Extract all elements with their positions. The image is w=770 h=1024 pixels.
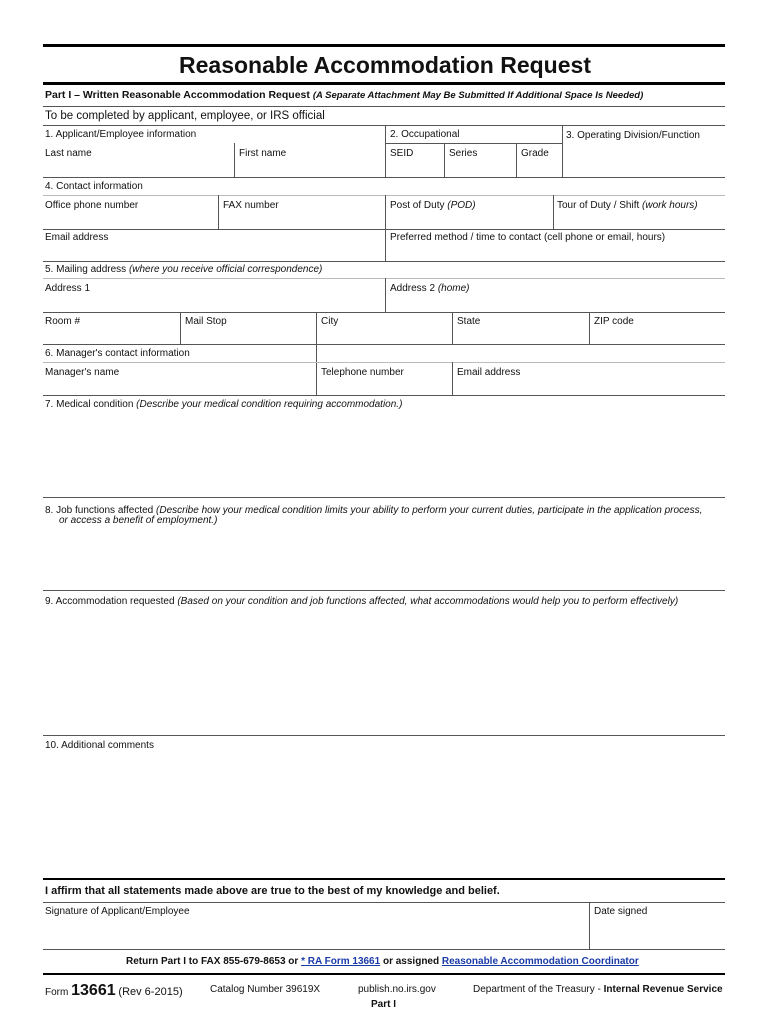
- affirm-rule: [43, 878, 725, 880]
- return-middle: or assigned: [382, 956, 440, 967]
- manager-email-input[interactable]: [456, 379, 726, 395]
- manager-telephone-input[interactable]: [320, 379, 453, 395]
- rule: [43, 278, 725, 279]
- city-input[interactable]: [320, 328, 453, 344]
- seid-label: SEID: [390, 148, 414, 159]
- preferred-method-input[interactable]: [389, 245, 726, 261]
- section2-label: 2. Occupational: [390, 129, 460, 140]
- seid-input[interactable]: [389, 161, 445, 177]
- rule: [43, 735, 725, 736]
- section7-label: [45, 399, 402, 410]
- fax-label: FAX number: [223, 200, 279, 211]
- address2-note: (home): [437, 283, 470, 294]
- manager-name-label: Manager's name: [45, 367, 120, 378]
- rule: [43, 229, 725, 230]
- section5-label-text: 5. Mailing address: [45, 264, 127, 275]
- form-word: Form: [45, 987, 69, 998]
- section9-label-text: 9. Accommodation requested: [45, 596, 175, 607]
- form-rev: (Rev 6-2015): [118, 986, 183, 998]
- rule: [43, 902, 725, 903]
- rule: [43, 395, 725, 396]
- tour-of-duty-note: (work hours): [642, 200, 698, 211]
- section10-label: 10. Additional comments: [45, 740, 154, 751]
- grade-label: Grade: [521, 148, 549, 159]
- signature-input[interactable]: [45, 922, 589, 948]
- section9-note: (Based on your condition and job functions affected, what accommodations would help you to perform effectively): [177, 596, 679, 607]
- rule: [43, 497, 725, 498]
- manager-name-input[interactable]: [45, 379, 317, 395]
- tour-of-duty-text: Tour of Duty / Shift: [557, 200, 640, 211]
- rule: [43, 312, 725, 313]
- department-text: [473, 984, 723, 995]
- rule: [43, 106, 725, 107]
- rule: [43, 362, 725, 363]
- office-phone-input[interactable]: [45, 213, 219, 229]
- to-be-completed-text: To be completed by applicant, employee, or IRS official: [45, 110, 325, 122]
- last-name-label: Last name: [45, 148, 92, 159]
- mail-stop-input[interactable]: [184, 328, 317, 344]
- accommodation-requested-textarea[interactable]: [45, 611, 726, 735]
- rule: [43, 195, 725, 196]
- series-input[interactable]: [448, 161, 517, 177]
- footer-rule: [43, 973, 725, 975]
- form-id: [45, 982, 183, 1000]
- affirmation-text: I affirm that all statements made above are true to the best of my knowledge and belief.: [45, 885, 500, 897]
- catalog-number: Catalog Number 39619X: [210, 984, 321, 995]
- job-functions-textarea[interactable]: [45, 530, 726, 592]
- rule: [43, 261, 725, 262]
- top-rule: [43, 44, 725, 47]
- last-name-input[interactable]: [45, 161, 235, 177]
- date-signed-input[interactable]: [593, 922, 726, 948]
- title-rule: [43, 82, 725, 85]
- room-input[interactable]: [45, 328, 181, 344]
- post-of-duty-text: Post of Duty: [390, 200, 445, 211]
- section8-label-text: 8. Job functions affected: [45, 505, 154, 516]
- manager-telephone-label: Telephone number: [321, 367, 404, 378]
- address1-input[interactable]: [45, 296, 386, 312]
- rule: [43, 949, 725, 950]
- fax-input[interactable]: [222, 213, 386, 229]
- room-label: Room #: [45, 316, 81, 327]
- ra-form-link[interactable]: * RA Form 13661: [301, 956, 381, 967]
- rule: [385, 143, 562, 144]
- section9-label: [45, 596, 678, 607]
- email-input[interactable]: [45, 245, 386, 261]
- address2-label: [390, 283, 470, 294]
- grade-input[interactable]: [520, 161, 564, 177]
- address2-input[interactable]: [389, 296, 726, 312]
- return-instructions: [126, 956, 639, 967]
- section7-label-text: 7. Medical condition: [45, 399, 134, 410]
- post-of-duty-note: (POD): [447, 200, 476, 211]
- tour-of-duty-input[interactable]: [557, 213, 726, 229]
- return-prefix: Return Part I to FAX 855-679-8653 or: [126, 956, 299, 967]
- address1-label: Address 1: [45, 283, 91, 294]
- post-of-duty-label: [390, 200, 476, 211]
- part1-heading-text: Part I – Written Reasonable Accommodation Request: [45, 89, 310, 101]
- email-label: Email address: [45, 232, 109, 243]
- first-name-label: First name: [239, 148, 287, 159]
- address2-text: Address 2: [390, 283, 436, 294]
- series-label: Series: [449, 148, 478, 159]
- first-name-input[interactable]: [238, 161, 386, 177]
- department-prefix: Department of the Treasury -: [473, 984, 601, 995]
- footer-part: Part I: [371, 999, 397, 1010]
- manager-email-label: Email address: [457, 367, 521, 378]
- medical-condition-textarea[interactable]: [45, 414, 726, 498]
- publish-url: publish.no.irs.gov: [358, 984, 436, 995]
- state-input[interactable]: [456, 328, 590, 344]
- rule: [43, 344, 725, 345]
- form-title: Reasonable Accommodation Request: [179, 52, 591, 78]
- office-phone-label: Office phone number: [45, 200, 139, 211]
- section6-label: 6. Manager's contact information: [45, 348, 190, 359]
- form-number: 13661: [71, 982, 116, 999]
- section5-label: [45, 264, 322, 275]
- section3-label: 3. Operating Division/Function: [566, 130, 700, 141]
- zip-label: ZIP code: [594, 316, 634, 327]
- section5-label-note: (where you receive official correspondence): [128, 264, 323, 275]
- operating-division-input[interactable]: [566, 150, 726, 176]
- zip-input[interactable]: [593, 328, 726, 344]
- department-bold: Internal Revenue Service: [603, 984, 723, 995]
- part1-note: (A Separate Attachment May Be Submitted If Additional Space Is Needed): [312, 90, 644, 101]
- part1-heading: [45, 89, 643, 101]
- mail-stop-label: Mail Stop: [185, 316, 227, 327]
- tour-of-duty-label: [557, 200, 698, 211]
- section4-label: 4. Contact information: [45, 181, 143, 192]
- city-label: City: [321, 316, 339, 327]
- rule: [43, 125, 725, 126]
- section1-label: 1. Applicant/Employee information: [45, 129, 197, 140]
- additional-comments-textarea[interactable]: [45, 755, 726, 879]
- date-signed-label: Date signed: [594, 906, 648, 917]
- vrule: [589, 902, 590, 949]
- signature-label: Signature of Applicant/Employee: [45, 906, 190, 917]
- section7-note: (Describe your medical condition requiring accommodation.): [136, 399, 403, 410]
- preferred-method-label: Preferred method / time to contact (cell phone or email, hours): [390, 232, 666, 243]
- section8-note-line1: (Describe how your medical condition limits your ability to perform your current duties, participate in the application process,: [156, 505, 703, 516]
- section8-note-line2: or access a benefit of employment.): [59, 515, 218, 526]
- ra-coordinator-link[interactable]: Reasonable Accommodation Coordinator: [441, 956, 639, 967]
- state-label: State: [457, 316, 481, 327]
- rule: [43, 590, 725, 591]
- post-of-duty-input[interactable]: [389, 213, 554, 229]
- rule: [43, 177, 725, 178]
